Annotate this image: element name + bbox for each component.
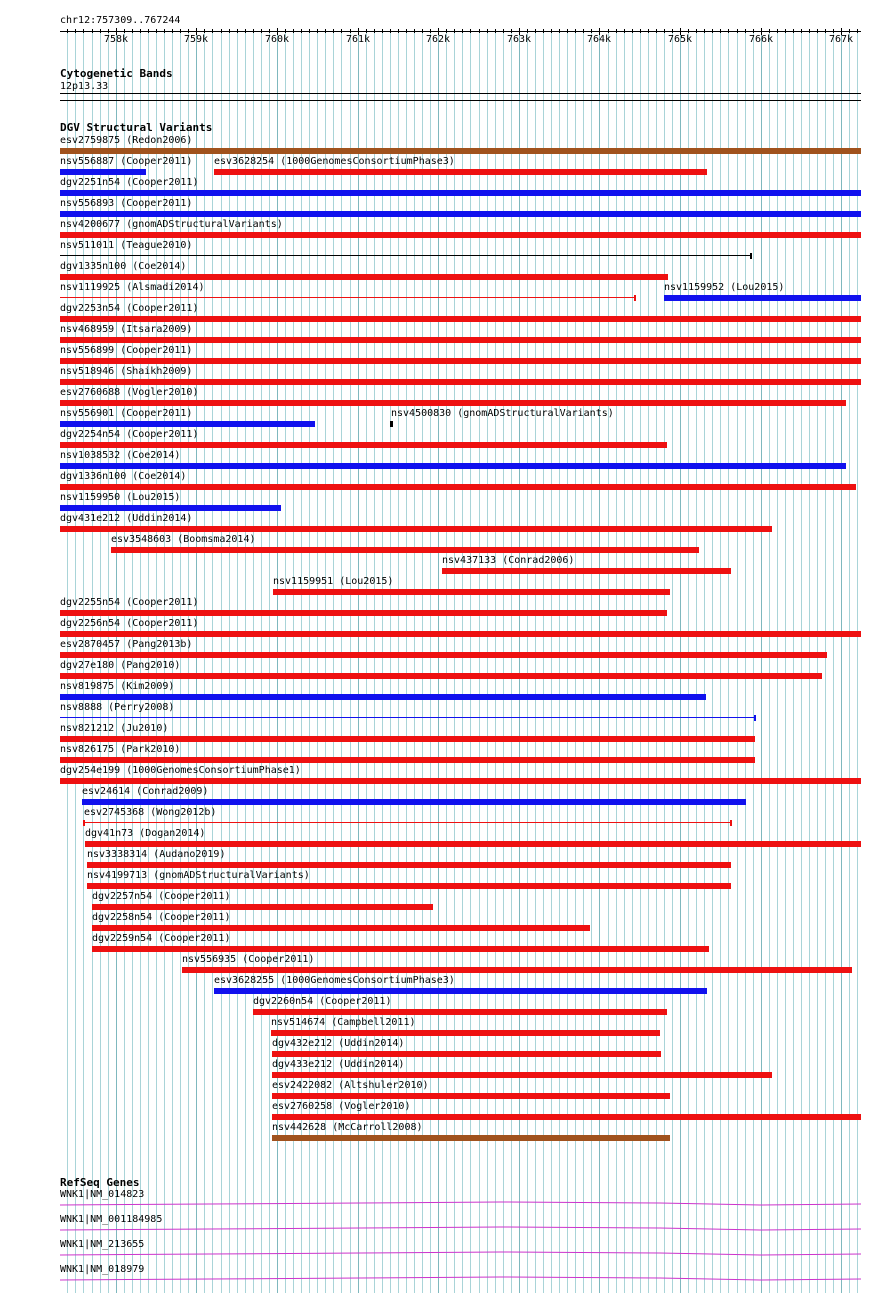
dgv-feature-bar[interactable]	[60, 610, 667, 616]
grid-line	[583, 30, 584, 1293]
ruler-tick	[237, 29, 238, 33]
dgv-feature-endcap	[750, 253, 752, 259]
dgv-feature-bar[interactable]	[272, 1135, 670, 1141]
ruler-tick	[317, 29, 318, 33]
dgv-feature-bar[interactable]	[60, 316, 861, 322]
ruler-tick	[285, 29, 286, 33]
refseq-gene-line	[60, 1227, 861, 1230]
ruler-tick	[591, 29, 592, 33]
ruler-tick	[350, 29, 351, 33]
ruler-tick	[212, 29, 213, 33]
ruler-tick	[188, 29, 189, 33]
ruler-tick	[696, 29, 697, 33]
ruler-tick	[672, 29, 673, 33]
dgv-feature-bar[interactable]	[60, 484, 856, 490]
grid-line	[841, 30, 842, 1293]
ruler-tick	[608, 29, 609, 33]
ruler-tick	[720, 29, 721, 33]
dgv-feature-bar[interactable]	[92, 946, 709, 952]
grid-line	[712, 30, 713, 1293]
ruler-tick-label: 762k	[425, 34, 451, 45]
grid-line	[543, 30, 544, 1293]
dgv-feature-label[interactable]: esv2870457 (Pang2013b)	[60, 639, 193, 650]
ruler-tick-label: 765k	[667, 34, 693, 45]
grid-line	[430, 30, 431, 1293]
grid-line	[688, 30, 689, 1293]
dgv-feature-bar[interactable]	[92, 904, 433, 910]
ruler-tick	[341, 29, 342, 33]
cytoband-label: 12p13.33	[60, 81, 109, 92]
ruler-tick-label: 760k	[264, 34, 290, 45]
ruler-tick	[148, 29, 149, 33]
dgv-feature-label[interactable]: esv24614 (Conrad2009)	[82, 786, 209, 797]
dgv-feature-bar[interactable]	[60, 526, 772, 532]
ruler-tick	[503, 29, 504, 33]
dgv-feature-label[interactable]: nsv1038532 (Coe2014)	[60, 450, 181, 461]
dgv-feature-bar[interactable]	[60, 358, 861, 364]
ruler-tick	[430, 29, 431, 33]
cytoband-bar-bottom	[60, 100, 861, 101]
grid-line	[704, 30, 705, 1293]
ruler-tick	[366, 29, 367, 33]
ruler-tick	[728, 29, 729, 33]
ruler-tick	[140, 29, 141, 33]
grid-line	[575, 30, 576, 1293]
dgv-feature-bar[interactable]	[664, 295, 861, 301]
refseq-gene-line	[60, 1202, 861, 1205]
grid-line	[616, 30, 617, 1293]
grid-line	[479, 30, 480, 1293]
ruler-tick	[164, 29, 165, 33]
dgv-feature-bar[interactable]	[60, 717, 755, 718]
dgv-feature-label[interactable]: nsv511011 (Teague2010)	[60, 240, 193, 251]
dgv-feature-bar[interactable]	[92, 925, 590, 931]
ruler-tick	[204, 29, 205, 33]
ruler-tick	[487, 29, 488, 33]
dgv-feature-label[interactable]: nsv556935 (Cooper2011)	[182, 954, 315, 965]
grid-line	[559, 30, 560, 1293]
ruler-tick	[575, 29, 576, 33]
dgv-feature-label[interactable]: dgv433e212 (Uddin2014)	[272, 1059, 405, 1070]
grid-line	[664, 30, 665, 1293]
dgv-feature-bar[interactable]	[111, 547, 699, 553]
dgv-feature-label[interactable]: nsv556887 (Cooper2011)	[60, 156, 193, 167]
cytoband-bar-top	[60, 93, 861, 94]
grid-line	[696, 30, 697, 1293]
dgv-feature-bar[interactable]	[60, 694, 706, 700]
dgv-feature-bar[interactable]	[60, 421, 315, 427]
dgv-feature-label[interactable]: nsv821212 (Ju2010)	[60, 723, 169, 734]
dgv-feature-bar[interactable]	[273, 589, 670, 595]
dgv-feature-bar[interactable]	[214, 988, 707, 994]
grid-line	[825, 30, 826, 1293]
ruler-tick	[559, 29, 560, 33]
ruler-tick	[253, 29, 254, 33]
dgv-feature-label[interactable]: nsv3338314 (Audano2019)	[87, 849, 226, 860]
ruler-tick	[293, 29, 294, 33]
dgv-feature-endcap	[754, 715, 756, 721]
ruler-tick	[229, 29, 230, 33]
dgv-feature-label[interactable]: dgv2257n54 (Cooper2011)	[92, 891, 231, 902]
refseq-gene-line	[60, 1252, 861, 1255]
ruler-tick	[535, 29, 536, 33]
ruler-tick	[527, 29, 528, 33]
ruler-tick	[640, 29, 641, 33]
ruler-tick	[648, 29, 649, 33]
grid-line	[511, 30, 512, 1293]
ruler-tick	[374, 29, 375, 33]
cytoband-track-title: Cytogenetic Bands	[60, 67, 173, 80]
grid-line	[487, 30, 488, 1293]
dgv-feature-bar[interactable]	[60, 778, 861, 784]
dgv-feature-label[interactable]: dgv2251n54 (Cooper2011)	[60, 177, 199, 188]
refseq-gene-label[interactable]: WNK1|NM_213655	[60, 1239, 145, 1250]
dgv-feature-label[interactable]: esv2759875 (Redon2006)	[60, 135, 193, 146]
dgv-feature-label[interactable]: nsv4200677 (gnomADStructuralVariants)	[60, 219, 283, 230]
dgv-feature-label[interactable]: nsv468959 (Itsara2009)	[60, 324, 193, 335]
ruler-tick	[737, 29, 738, 33]
refseq-gene-label[interactable]: WNK1|NM_018979	[60, 1264, 145, 1275]
ruler-tick	[849, 29, 850, 33]
dgv-feature-bar[interactable]	[60, 337, 861, 343]
dgv-feature-label[interactable]: dgv2258n54 (Cooper2011)	[92, 912, 231, 923]
ruler-tick	[309, 29, 310, 33]
grid-line	[833, 30, 834, 1293]
ruler-tick	[817, 29, 818, 33]
ruler-tick-label: 761k	[345, 34, 371, 45]
ruler-tick	[753, 29, 754, 33]
refseq-gene-model[interactable]	[60, 1274, 861, 1282]
dgv-feature-bar[interactable]	[60, 232, 861, 238]
ruler-tick	[704, 29, 705, 33]
dgv-feature-bar[interactable]	[85, 841, 861, 847]
dgv-feature-label[interactable]: esv2745368 (Wong2012b)	[84, 807, 217, 818]
ruler-tick	[382, 29, 383, 33]
ruler-tick	[511, 29, 512, 33]
dgv-feature-label[interactable]: nsv514674 (Campbell2011)	[271, 1017, 416, 1028]
refseq-gene-label[interactable]: WNK1|NM_001184985	[60, 1214, 163, 1225]
grid-line	[535, 30, 536, 1293]
ruler-tick	[301, 29, 302, 33]
ruler-tick	[793, 29, 794, 33]
grid-line	[608, 30, 609, 1293]
grid-line	[728, 30, 729, 1293]
dgv-feature-label[interactable]: nsv4199713 (gnomADStructuralVariants)	[87, 870, 310, 881]
dgv-feature-bar[interactable]	[182, 967, 852, 973]
dgv-feature-bar[interactable]	[271, 1030, 660, 1036]
grid-line	[769, 30, 770, 1293]
dgv-feature-bar[interactable]	[60, 505, 281, 511]
dgv-feature-label[interactable]: esv3548603 (Boomsma2014)	[111, 534, 256, 545]
grid-line	[761, 30, 762, 1293]
dgv-feature-label[interactable]: esv2760258 (Vogler2010)	[272, 1101, 411, 1112]
dgv-feature-label[interactable]: dgv2255n54 (Cooper2011)	[60, 597, 199, 608]
ruler-tick	[664, 29, 665, 33]
ruler-tick	[406, 29, 407, 33]
grid-line	[454, 30, 455, 1293]
dgv-feature-label[interactable]: nsv1119925 (Alsmadi2014)	[60, 282, 205, 293]
ruler-tick	[745, 29, 746, 33]
dgv-feature-label[interactable]: nsv8888 (Perry2008)	[60, 702, 175, 713]
dgv-feature-bar[interactable]	[60, 190, 861, 196]
dgv-feature-bar[interactable]	[60, 400, 846, 406]
grid-line	[438, 30, 439, 1293]
dgv-feature-bar[interactable]	[60, 169, 146, 175]
dgv-feature-label[interactable]: dgv2254n54 (Cooper2011)	[60, 429, 199, 440]
ruler-tick	[785, 29, 786, 33]
dgv-feature-label[interactable]: dgv1336n100 (Coe2014)	[60, 471, 187, 482]
dgv-feature-label[interactable]: dgv41n73 (Dogan2014)	[85, 828, 206, 839]
dgv-feature-bar[interactable]	[60, 757, 755, 763]
dgv-feature-endcap	[634, 295, 636, 301]
ruler-tick	[769, 29, 770, 33]
dgv-feature-label[interactable]: nsv1159952 (Lou2015)	[664, 282, 785, 293]
dgv-feature-label[interactable]: nsv556893 (Cooper2011)	[60, 198, 193, 209]
grid-line	[503, 30, 504, 1293]
grid-line	[817, 30, 818, 1293]
dgv-track-title: DGV Structural Variants	[60, 121, 213, 134]
ruler-tick-label: 759k	[183, 34, 209, 45]
grid-line	[495, 30, 496, 1293]
ruler-tick	[833, 29, 834, 33]
grid-line	[753, 30, 754, 1293]
grid-line	[785, 30, 786, 1293]
ruler-tick	[583, 29, 584, 33]
ruler-tick	[156, 29, 157, 33]
refseq-gene-model[interactable]	[60, 1224, 861, 1232]
ruler-tick	[624, 29, 625, 33]
ruler-tick	[221, 29, 222, 33]
grid-line	[672, 30, 673, 1293]
ruler-tick	[688, 29, 689, 33]
dgv-feature-bar[interactable]	[253, 1009, 667, 1015]
dgv-feature-bar[interactable]	[60, 148, 861, 154]
position-readout: chr12:757309..767244	[60, 15, 181, 26]
ruler-tick	[495, 29, 496, 33]
grid-line	[801, 30, 802, 1293]
ruler-tick	[67, 29, 68, 33]
dgv-feature-bar[interactable]	[84, 822, 731, 823]
ruler-tick	[470, 29, 471, 33]
dgv-feature-label[interactable]: esv2422082 (Altshuler2010)	[272, 1080, 429, 1091]
dgv-feature-bar[interactable]	[60, 255, 751, 256]
dgv-feature-bar[interactable]	[60, 274, 668, 280]
grid-line	[849, 30, 850, 1293]
dgv-feature-label[interactable]: nsv1159950 (Lou2015)	[60, 492, 181, 503]
grid-line	[462, 30, 463, 1293]
grid-line	[446, 30, 447, 1293]
grid-line	[422, 30, 423, 1293]
grid-line	[470, 30, 471, 1293]
dgv-feature-label[interactable]: dgv2256n54 (Cooper2011)	[60, 618, 199, 629]
refseq-gene-model[interactable]	[60, 1249, 861, 1257]
ruler-tick	[92, 29, 93, 33]
ruler-tick	[100, 29, 101, 33]
ruler-tick	[414, 29, 415, 33]
grid-line	[591, 30, 592, 1293]
dgv-feature-label[interactable]: nsv518946 (Shaikh2009)	[60, 366, 193, 377]
grid-line	[745, 30, 746, 1293]
dgv-feature-bar[interactable]	[60, 652, 827, 658]
dgv-feature-label[interactable]: esv2760688 (Vogler2010)	[60, 387, 199, 398]
dgv-feature-label[interactable]: nsv556901 (Cooper2011)	[60, 408, 193, 419]
ruler-tick	[422, 29, 423, 33]
ruler-tick	[269, 29, 270, 33]
dgv-feature-endcap	[391, 421, 393, 427]
grid-line	[737, 30, 738, 1293]
ruler-tick	[261, 29, 262, 33]
grid-line	[632, 30, 633, 1293]
dgv-feature-bar[interactable]	[60, 379, 861, 385]
dgv-feature-bar[interactable]	[87, 862, 731, 868]
grid-line	[599, 30, 600, 1293]
ruler-tick	[132, 29, 133, 33]
ruler-tick	[479, 29, 480, 33]
dgv-feature-bar[interactable]	[60, 631, 861, 637]
ruler-tick	[809, 29, 810, 33]
dgv-feature-bar[interactable]	[60, 736, 755, 742]
dgv-feature-label[interactable]: dgv432e212 (Uddin2014)	[272, 1038, 405, 1049]
ruler-tick	[390, 29, 391, 33]
grid-line	[551, 30, 552, 1293]
ruler-tick	[567, 29, 568, 33]
ruler-tick	[551, 29, 552, 33]
ruler-tick-label: 764k	[586, 34, 612, 45]
ruler-tick	[656, 29, 657, 33]
ruler-tick	[325, 29, 326, 33]
refseq-gene-label[interactable]: WNK1|NM_014823	[60, 1189, 145, 1200]
ruler-tick	[75, 29, 76, 33]
ruler-tick	[245, 29, 246, 33]
ruler-tick	[616, 29, 617, 33]
dgv-feature-bar[interactable]	[272, 1114, 861, 1120]
dgv-feature-bar[interactable]	[60, 463, 846, 469]
ruler-tick-label: 767k	[828, 34, 854, 45]
grid-line	[567, 30, 568, 1293]
grid-line	[648, 30, 649, 1293]
grid-line	[720, 30, 721, 1293]
refseq-gene-line	[60, 1277, 861, 1280]
ruler-tick-label: 763k	[506, 34, 532, 45]
dgv-feature-bar[interactable]	[60, 297, 635, 298]
grid-line	[414, 30, 415, 1293]
ruler-tick	[632, 29, 633, 33]
dgv-feature-label[interactable]: dgv2259n54 (Cooper2011)	[92, 933, 231, 944]
grid-line	[809, 30, 810, 1293]
dgv-feature-bar[interactable]	[272, 1051, 661, 1057]
dgv-feature-endcap	[730, 820, 732, 826]
ruler-tick	[180, 29, 181, 33]
dgv-feature-label[interactable]: nsv556899 (Cooper2011)	[60, 345, 193, 356]
ruler-tick	[825, 29, 826, 33]
grid-line	[680, 30, 681, 1293]
dgv-feature-label[interactable]: dgv431e212 (Uddin2014)	[60, 513, 193, 524]
ruler-tick	[172, 29, 173, 33]
dgv-feature-label[interactable]: dgv254e199 (1000GenomesConsortiumPhase1)	[60, 765, 301, 776]
refseq-track-title: RefSeq Genes	[60, 1176, 140, 1189]
grid-line	[793, 30, 794, 1293]
dgv-feature-bar[interactable]	[87, 883, 731, 889]
ruler-tick	[777, 29, 778, 33]
dgv-feature-label[interactable]: nsv442628 (McCarroll2008)	[272, 1122, 423, 1133]
dgv-feature-bar[interactable]	[272, 1072, 772, 1078]
grid-line	[527, 30, 528, 1293]
dgv-feature-label[interactable]: nsv1159951 (Lou2015)	[273, 576, 394, 587]
dgv-feature-bar[interactable]	[442, 568, 731, 574]
dgv-feature-bar[interactable]	[82, 799, 746, 805]
dgv-feature-bar[interactable]	[272, 1093, 670, 1099]
dgv-feature-bar[interactable]	[60, 442, 667, 448]
grid-line	[656, 30, 657, 1293]
ruler-tick	[801, 29, 802, 33]
dgv-feature-bar[interactable]	[60, 211, 861, 217]
ruler-tick	[124, 29, 125, 33]
dgv-feature-label[interactable]: nsv4500830 (gnomADStructuralVariants)	[391, 408, 614, 419]
ruler-tick	[712, 29, 713, 33]
ruler-tick	[454, 29, 455, 33]
grid-line	[857, 30, 858, 1293]
dgv-feature-label[interactable]: esv3628254 (1000GenomesConsortiumPhase3)	[214, 156, 455, 167]
dgv-feature-label[interactable]: nsv437133 (Conrad2006)	[442, 555, 575, 566]
ruler-tick	[108, 29, 109, 33]
ruler-tick	[446, 29, 447, 33]
dgv-feature-label[interactable]: dgv2260n54 (Cooper2011)	[253, 996, 392, 1007]
dgv-feature-endcap	[83, 820, 85, 826]
ruler-tick	[857, 29, 858, 33]
ruler-tick-label: 758k	[103, 34, 129, 45]
ruler-tick	[83, 29, 84, 33]
ruler-tick	[398, 29, 399, 33]
dgv-feature-label[interactable]: esv3628255 (1000GenomesConsortiumPhase3)	[214, 975, 455, 986]
dgv-feature-label[interactable]: dgv1335n100 (Coe2014)	[60, 261, 187, 272]
ruler-tick-label: 766k	[748, 34, 774, 45]
dgv-feature-label[interactable]: nsv826175 (Park2010)	[60, 744, 181, 755]
refseq-gene-model[interactable]	[60, 1199, 861, 1207]
ruler-tick	[462, 29, 463, 33]
grid-line	[624, 30, 625, 1293]
grid-line	[519, 30, 520, 1293]
dgv-feature-label[interactable]: dgv27e180 (Pang2010)	[60, 660, 181, 671]
dgv-feature-label[interactable]: nsv819875 (Kim2009)	[60, 681, 175, 692]
ruler-tick	[543, 29, 544, 33]
dgv-feature-bar[interactable]	[214, 169, 707, 175]
dgv-feature-bar[interactable]	[60, 673, 822, 679]
ruler-tick	[333, 29, 334, 33]
dgv-feature-label[interactable]: dgv2253n54 (Cooper2011)	[60, 303, 199, 314]
grid-line	[640, 30, 641, 1293]
grid-line	[777, 30, 778, 1293]
